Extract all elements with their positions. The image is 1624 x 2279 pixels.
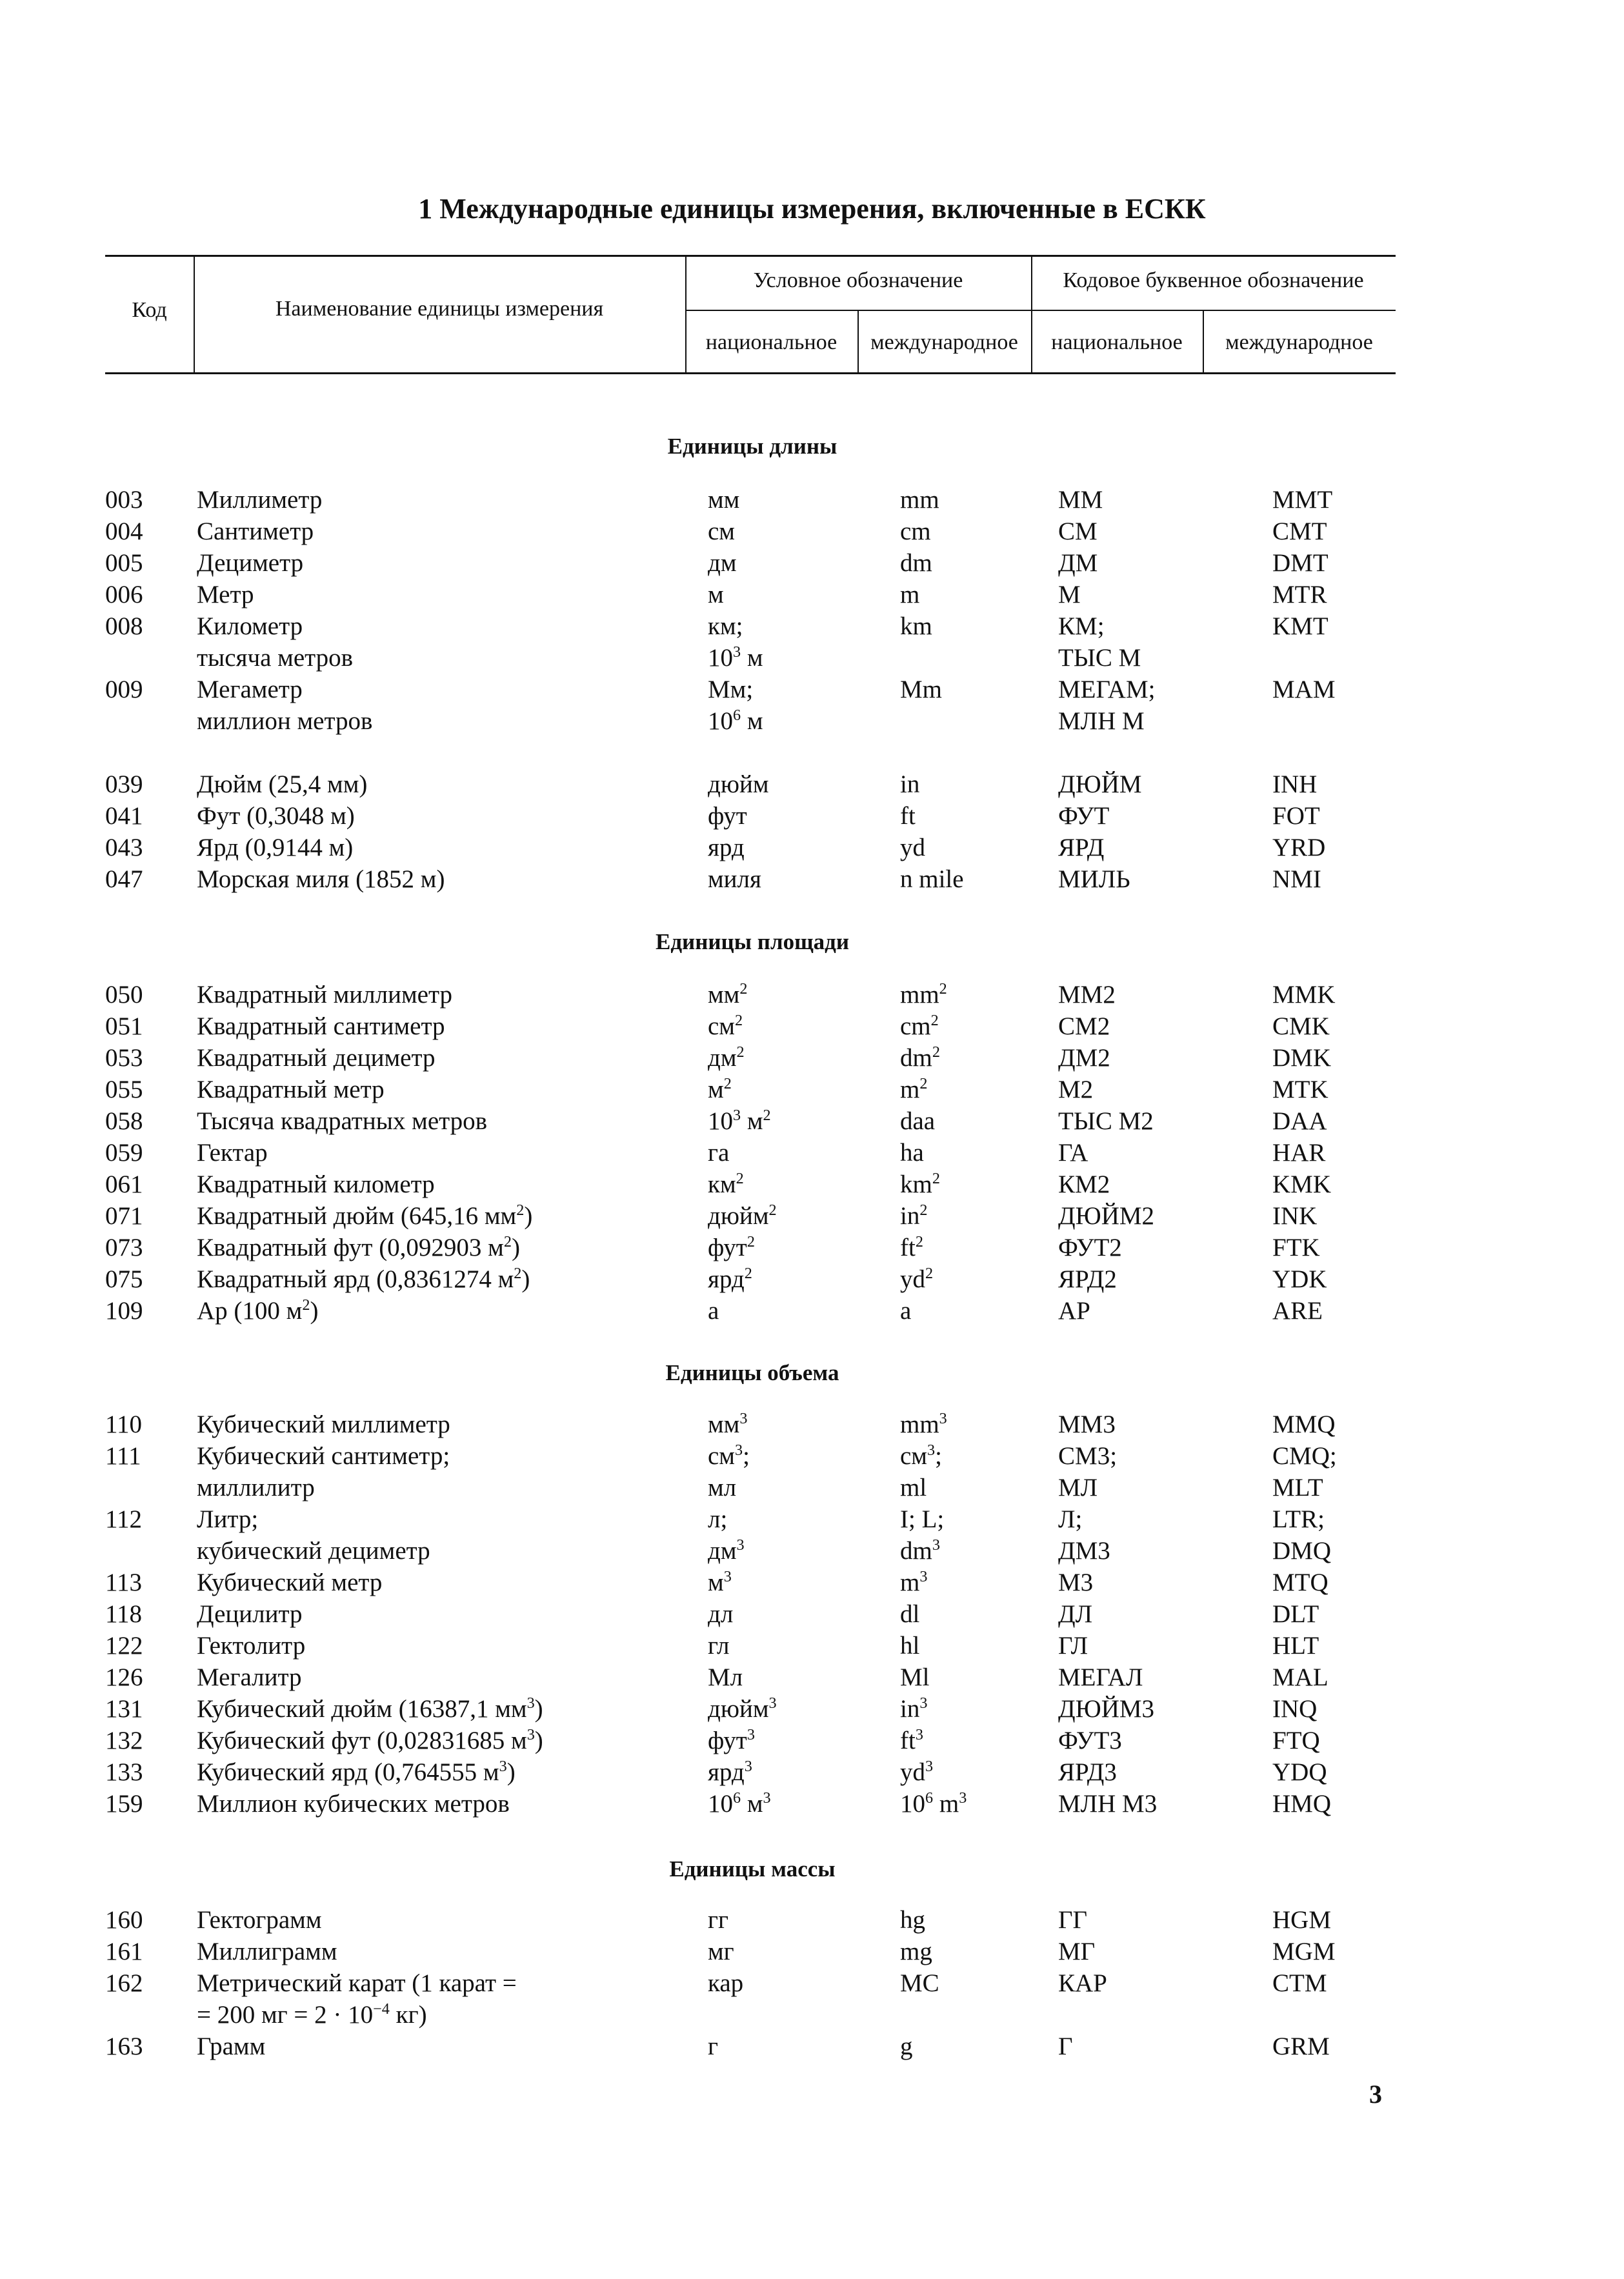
letter-code-national: ЯРД3 [1058,1758,1117,1786]
letter-code-international: KMK [1272,1170,1332,1198]
symbol-national: $дм^3$ [708,1536,745,1565]
unit-code: 058 [105,1107,143,1135]
letter-code-national: КМ; [1058,612,1105,640]
symbol-national: $дм^2$ [708,1043,745,1072]
symbol-international: n mile [900,865,964,893]
letter-code-international: MGM [1272,1938,1336,1965]
symbol-international: $dm^3$ [900,1536,940,1565]
symbol-international: dl [900,1600,920,1628]
symbol-national: гл [708,1632,730,1660]
unit-name: Мегаметр [197,676,303,703]
unit-name: Кубический дюйм (16387,1 $мм^3$) [197,1694,543,1723]
unit-code: 160 [105,1906,143,1934]
symbol-national: $10^6$ м [708,707,763,735]
symbol-national: кар [708,1969,744,1997]
symbol-international: a [900,1297,912,1325]
unit-code: 039 [105,770,143,798]
header-name: Наименование единицы измерения [275,297,604,321]
header-mid-rule [685,310,1396,311]
unit-code: 009 [105,676,143,703]
unit-code: 113 [105,1569,143,1596]
symbol-international: in [900,770,920,798]
unit-name: Фут (0,3048 м) [197,802,355,830]
letter-code-national: ММ [1058,486,1103,514]
symbol-international: $ft^2$ [900,1233,923,1261]
unit-name: Квадратный дюйм (645,16 $мм^2$) [197,1201,533,1230]
letter-code-international: MLT [1272,1474,1323,1501]
letter-code-national: ГЛ [1058,1632,1088,1660]
letter-code-international: YRD [1272,834,1326,861]
unit-code: 162 [105,1969,143,1997]
section-heading: Единицы длины [667,434,837,459]
letter-code-international: INH [1272,770,1318,798]
symbol-national: дл [708,1600,734,1628]
letter-code-national: ДМ3 [1058,1537,1110,1565]
letter-code-national: ГА [1058,1139,1088,1167]
symbol-international: dm [900,549,932,577]
section-heading: Единицы площади [655,929,849,954]
letter-code-international: MAL [1272,1663,1328,1691]
letter-code-national: ММ2 [1058,981,1116,1009]
symbol-international: yd [900,834,925,861]
unit-code: 132 [105,1727,143,1754]
symbol-international: ha [900,1139,924,1167]
symbol-national: ярд$^2$ [708,1265,752,1293]
unit-name: Кубический метр [197,1569,383,1596]
letter-code-international: CMT [1272,517,1327,545]
symbol-national: фут [708,802,747,830]
letter-code-national: ГГ [1058,1906,1088,1934]
letter-code-national: МГ [1058,1938,1096,1965]
unit-name: Ар (100 $м^2$) [197,1296,319,1325]
unit-name: миллион метров [197,707,373,735]
unit-name: Гектолитр [197,1632,306,1660]
letter-code-international: KMT [1272,612,1328,640]
unit-code: 004 [105,517,143,545]
symbol-national: мм [708,486,740,514]
symbol-international: $dm^2$ [900,1043,940,1072]
unit-code: 053 [105,1044,143,1072]
symbol-national: мг [708,1938,734,1965]
letter-code-international: DMT [1272,549,1328,577]
symbol-international: hg [900,1906,925,1934]
symbol-national: дюйм$^3$ [708,1694,777,1723]
symbol-international: $m^3$ [900,1568,928,1596]
letter-code-national: КАР [1058,1969,1107,1997]
unit-code: 071 [105,1202,143,1230]
letter-code-national: М2 [1058,1076,1094,1103]
letter-code-international: DMQ [1272,1537,1332,1565]
symbol-international: hl [900,1632,920,1660]
unit-name: Кубический ярд (0,764555 $м^3$) [197,1758,516,1786]
symbol-international: $yd^3$ [900,1758,934,1786]
unit-name: Квадратный метр [197,1076,385,1103]
page-number: 3 [1369,2080,1382,2109]
symbol-international: $in^3$ [900,1694,928,1723]
unit-code: 008 [105,612,143,640]
unit-code: 159 [105,1790,143,1818]
unit-name: Квадратный дециметр [197,1044,436,1072]
symbol-national: фут$^2$ [708,1233,755,1261]
unit-name: тысяча метров [197,644,354,672]
letter-code-international: ARE [1272,1297,1323,1325]
letter-code-international: DLT [1272,1600,1319,1628]
unit-name: Гектограмм [197,1906,322,1934]
unit-name: Тысяча квадратных метров [197,1107,488,1135]
letter-code-international: CTM [1272,1969,1327,1997]
symbol-international: mm [900,486,939,514]
symbol-international: Mm [900,676,943,703]
symbol-international: $km^2$ [900,1170,940,1198]
letter-code-international: FOT [1272,802,1320,830]
unit-code: 126 [105,1663,143,1691]
unit-code: 122 [105,1632,143,1660]
letter-code-international: MAM [1272,676,1336,703]
letter-code-international: INQ [1272,1695,1318,1723]
symbol-national: л; [708,1505,728,1533]
unit-code: 112 [105,1505,143,1533]
letter-code-international: DMK [1272,1044,1332,1072]
symbol-international: ft [900,802,916,830]
section-heading: Единицы объема [665,1360,839,1385]
unit-code: 005 [105,549,143,577]
symbol-international: I; L; [900,1505,945,1533]
letter-code-national: СМ3; [1058,1442,1118,1470]
letter-code-national: ДЛ [1058,1600,1093,1628]
letter-code-international: YDQ [1272,1758,1327,1786]
unit-name: Кубический миллиметр [197,1411,450,1438]
unit-code: 059 [105,1139,143,1167]
letter-code-international: NMI [1272,865,1321,893]
unit-name: Мегалитр [197,1663,302,1691]
symbol-international: ml [900,1474,927,1501]
letter-code-national: ТЫС М2 [1058,1107,1154,1135]
letter-code-national: М [1058,581,1081,608]
unit-code: 161 [105,1938,143,1965]
letter-code-national: МЕГАМ; [1058,676,1156,703]
symbol-national: см [708,517,735,545]
header-code-national: национальное [1051,330,1183,354]
unit-name: Метрический карат (1 карат = [197,1969,517,1997]
header-bottom-rule [105,372,1396,374]
symbol-international: $m^2$ [900,1075,928,1103]
letter-code-national: ФУТ3 [1058,1727,1122,1754]
symbol-international: km [900,612,932,640]
unit-name: Миллиграмм [197,1938,337,1965]
symbol-national: Мл [708,1663,743,1691]
unit-name: Миллиметр [197,486,323,514]
symbol-national: ярд [708,834,745,861]
letter-code-international: GRM [1272,2033,1330,2060]
letter-code-national: ФУТ2 [1058,1234,1122,1261]
symbol-national: $мм^3$ [708,1410,748,1438]
letter-code-national: КМ2 [1058,1170,1110,1198]
letter-code-national: ДЮЙМ3 [1058,1695,1155,1723]
symbol-national: $10^6$ $м^3$ [708,1789,771,1818]
unit-code: 061 [105,1170,143,1198]
unit-name: Дюйм (25,4 мм) [197,770,368,798]
symbol-national: а [708,1297,719,1325]
symbol-national: $м^2$ [708,1075,732,1103]
header-code-group: Кодовое буквенное обозначение [1063,268,1364,292]
letter-code-national: МЛ [1058,1474,1098,1501]
letter-code-national: ДМ2 [1058,1044,1110,1072]
unit-code: 051 [105,1012,143,1040]
symbol-national: га [708,1139,730,1167]
symbol-national: гг [708,1906,728,1934]
unit-code: 110 [105,1411,143,1438]
letter-code-national: ММ3 [1058,1411,1116,1438]
symbol-international: mg [900,1938,932,1965]
unit-code: 163 [105,2033,143,2060]
symbol-international: $mm^2$ [900,980,947,1009]
letter-code-international: INK [1272,1202,1318,1230]
unit-name: = 200 мг = $2 \cdot 10^{-4}$ кг) [197,2000,427,2029]
symbol-national: м [708,581,724,608]
header-code: Код [132,298,167,322]
symbol-international: $cm^2$ [900,1012,939,1040]
symbol-national: $км^2$ [708,1170,744,1198]
letter-code-international: MMT [1272,486,1333,514]
unit-name: Морская миля (1852 м) [197,865,445,893]
letter-code-national: МЕГАЛ [1058,1663,1143,1691]
letter-code-national: ДМ [1058,549,1098,577]
unit-name: Километр [197,612,303,640]
symbol-national: дюйм [708,770,769,798]
letter-code-national: СМ2 [1058,1012,1110,1040]
unit-code: 043 [105,834,143,861]
letter-code-national: ЯРД [1058,834,1105,861]
header-top-rule [105,255,1396,257]
letter-code-national: СМ [1058,517,1098,545]
symbol-international: $mm^3$ [900,1410,947,1438]
letter-code-national: ДЮЙМ [1058,770,1142,798]
symbol-national: ярд$^3$ [708,1758,752,1786]
unit-code: 006 [105,581,143,608]
symbol-national: $мм^2$ [708,980,748,1009]
header-code-international: международное [1225,330,1373,354]
symbol-international: m [900,581,920,608]
section-heading: Единицы массы [669,1856,836,1882]
letter-code-national: ЯРД2 [1058,1265,1117,1293]
letter-code-international: MTR [1272,581,1327,608]
symbol-national: $см^2$ [708,1012,743,1040]
letter-code-national: АР [1058,1297,1090,1325]
unit-name: Децилитр [197,1600,303,1628]
unit-code: 131 [105,1695,143,1723]
symbol-international: $10^6$ $m^3$ [900,1789,967,1818]
unit-name: Грамм [197,2033,266,2060]
letter-code-international: HLT [1272,1632,1319,1660]
unit-name: Сантиметр [197,517,314,545]
unit-code: 111 [105,1442,141,1470]
table-title: 1 Международные единицы измерения, включенные в ЕСКК [418,193,1206,225]
symbol-national: $см^3$; [708,1441,750,1470]
unit-name: Квадратный миллиметр [197,981,452,1009]
unit-name: миллилитр [197,1474,315,1501]
letter-code-international: MMK [1272,981,1336,1009]
letter-code-international: MMQ [1272,1411,1336,1438]
unit-name: Квадратный километр [197,1170,435,1198]
letter-code-international: MTK [1272,1076,1328,1103]
letter-code-international: HMQ [1272,1790,1332,1818]
symbol-international: g [900,2033,913,2060]
unit-code: 047 [105,865,143,893]
unit-code: 118 [105,1600,143,1628]
letter-code-international: YDK [1272,1265,1327,1293]
header-international: международное [870,330,1018,354]
letter-code-national: МЛН М [1058,707,1145,735]
letter-code-national: МЛН М3 [1058,1790,1158,1818]
letter-code-international: CMK [1272,1012,1330,1040]
symbol-international: cm [900,517,931,545]
symbol-international: $cм^3$; [900,1441,942,1470]
letter-code-international: DAA [1272,1107,1327,1135]
unit-code: 003 [105,486,143,514]
letter-code-international: LTR; [1272,1505,1325,1533]
unit-name: Ярд (0,9144 м) [197,834,354,861]
unit-name: Гектар [197,1139,268,1167]
symbol-national: дюйм$^2$ [708,1201,777,1230]
unit-code: 055 [105,1076,143,1103]
letter-code-international: FTK [1272,1234,1320,1261]
symbol-national: $м^3$ [708,1568,732,1596]
symbol-national: г [708,2033,718,2060]
unit-code: 075 [105,1265,143,1293]
symbol-national: $10^3$ $м^2$ [708,1107,771,1135]
unit-code: 041 [105,802,143,830]
unit-name: Квадратный сантиметр [197,1012,445,1040]
unit-name: Квадратный ярд (0,8361274 $м^2$) [197,1265,530,1293]
letter-code-international: HAR [1272,1139,1326,1167]
letter-code-international: HGM [1272,1906,1332,1934]
unit-name: Кубический фут (0,02831685 $м^3$) [197,1726,543,1754]
unit-name: Квадратный фут (0,092903 $м^2$) [197,1233,520,1261]
symbol-national: фут$^3$ [708,1726,755,1754]
unit-name: Литр; [197,1505,259,1533]
symbol-national: км; [708,612,743,640]
unit-code: 050 [105,981,143,1009]
letter-code-national: ФУТ [1058,802,1110,830]
unit-name: Миллион кубических метров [197,1790,510,1818]
header-symbol-group: Условное обозначение [753,268,963,292]
symbol-national: дм [708,549,737,577]
unit-code: 133 [105,1758,143,1786]
letter-code-national: МИЛЬ [1058,865,1130,893]
letter-code-national: М3 [1058,1569,1094,1596]
symbol-international: daa [900,1107,936,1135]
symbol-national: $10^3$ м [708,643,763,672]
unit-name: Кубический сантиметр; [197,1442,450,1470]
symbol-national: Мм; [708,676,754,703]
letter-code-international: CMQ; [1272,1442,1337,1470]
letter-code-national: Л; [1058,1505,1083,1533]
symbol-national: мл [708,1474,737,1501]
symbol-national: миля [708,865,761,893]
unit-name: кубический дециметр [197,1537,430,1565]
letter-code-national: ТЫС М [1058,644,1141,672]
symbol-international: $ft^3$ [900,1726,923,1754]
unit-name: Метр [197,581,254,608]
symbol-international: $in^2$ [900,1201,928,1230]
unit-name: Дециметр [197,549,304,577]
unit-code: 109 [105,1297,143,1325]
unit-code: 073 [105,1234,143,1261]
symbol-international: Ml [900,1663,930,1691]
letter-code-national: Г [1058,2033,1073,2060]
letter-code-national: ДЮЙМ2 [1058,1202,1155,1230]
letter-code-international: FTQ [1272,1727,1320,1754]
symbol-international: MC [900,1969,939,1997]
letter-code-international: MTQ [1272,1569,1328,1596]
header-national: национальное [705,330,837,354]
symbol-international: $yd^2$ [900,1265,934,1293]
